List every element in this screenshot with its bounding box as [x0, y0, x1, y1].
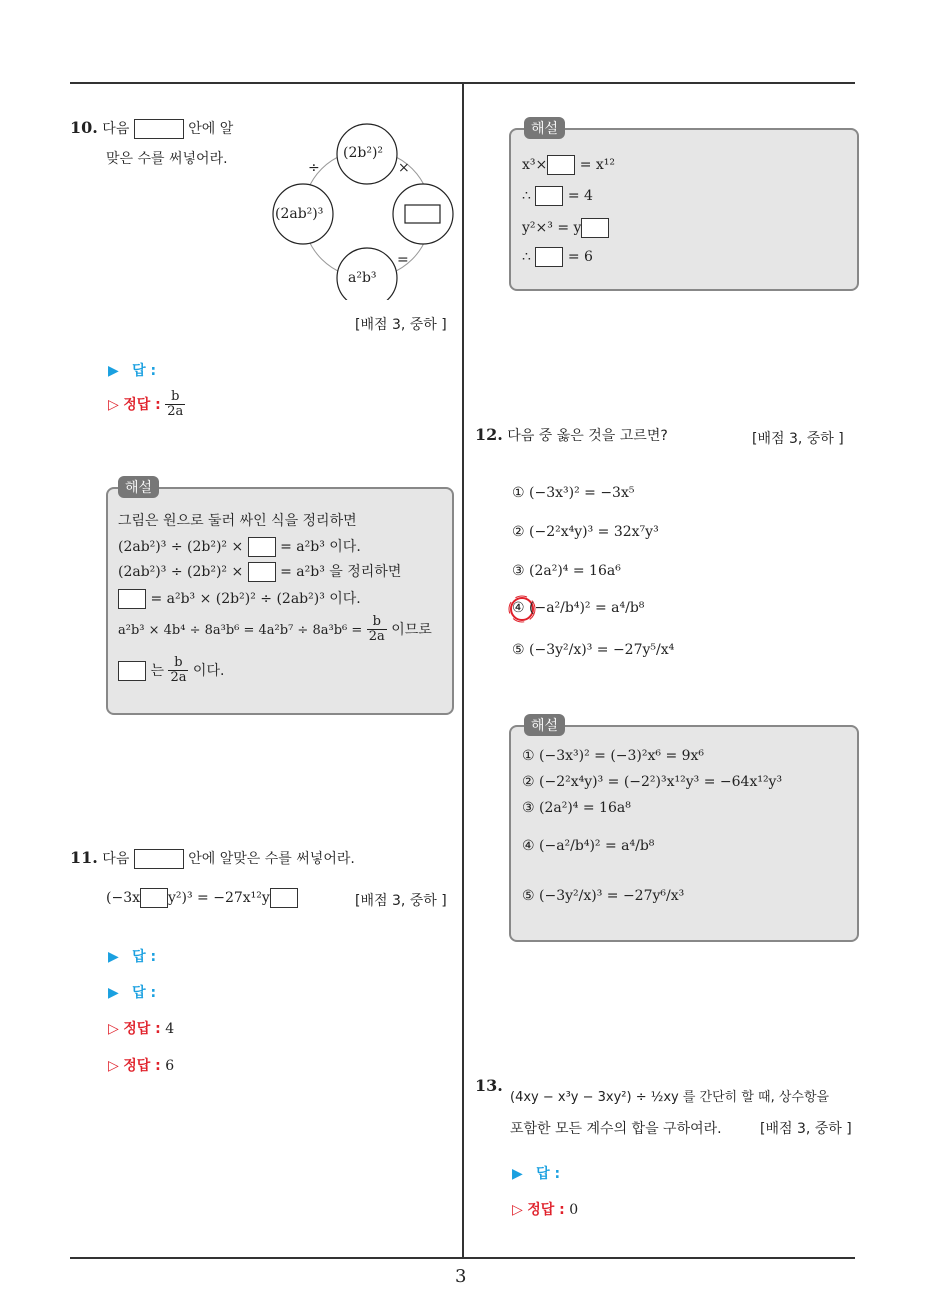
q10-sol-line6	[118, 656, 224, 686]
q11-sol-line1b: = x¹²	[579, 157, 616, 173]
q10-correct-label: 정답 :	[123, 396, 161, 413]
q11-expr-b: y²)³ = −27x¹²y	[168, 890, 270, 906]
q11-sol-blank	[535, 186, 563, 206]
q12-option-1: ① (−3x³)² = −3x⁵	[512, 485, 635, 501]
q10-meta: [배점 3, 중하 ]	[355, 317, 447, 333]
q13-text-b: 포함한 모든 계수의 합을 구하여라.	[510, 1121, 722, 1137]
q13-answer-label: 답 :	[536, 1166, 561, 1182]
q10-diagram-bottom: a²b³	[348, 270, 377, 286]
q11-correct-value: 6	[165, 1058, 175, 1074]
q10-question	[70, 118, 233, 139]
q10-sol-blank	[248, 562, 276, 582]
q12-sol-line2: ② (−2²x⁴y)³ = (−2²)³x¹²y³ = −64x¹²y³	[522, 774, 783, 790]
q11-solution-tag: 해설	[524, 117, 565, 139]
fraction-denominator: 2a	[170, 670, 187, 686]
q13-question	[475, 1076, 503, 1095]
fraction-numerator: b	[165, 390, 185, 405]
q11-answer-row-2	[108, 982, 156, 1002]
q10-sol-fraction	[168, 656, 188, 686]
q12-option-4: ④ (−a²/b⁴)² = a⁴/b⁸	[512, 600, 645, 616]
q10-sol-line1: 그림은 원으로 둘러 싸인 식을 정리하면	[118, 513, 357, 529]
filled-triangle-icon: ▶	[108, 363, 119, 379]
q13-correct-value: 0	[569, 1202, 579, 1218]
open-triangle-icon: ▷	[512, 1202, 523, 1218]
q11-correct-label: 정답 :	[123, 1021, 161, 1037]
q11-text-a: 다음	[102, 851, 130, 867]
q12-option-3: ③ (2a²)⁴ = 16a⁶	[512, 563, 621, 579]
q11-blank-box	[134, 849, 184, 869]
q11-sol-line4a: ∴	[522, 249, 531, 265]
q12-sol-line1: ① (−3x³)² = (−3)²x⁶ = 9x⁶	[522, 748, 705, 764]
q11-sol-line3	[522, 218, 609, 238]
q13-correct-label: 정답 :	[527, 1202, 565, 1218]
q12-meta: [배점 3, 중하 ]	[752, 431, 844, 447]
q12-option-5: ⑤ (−3y²/x)³ = −27y⁵/x⁴	[512, 642, 675, 658]
q10-sol-fraction	[367, 615, 387, 645]
q11-sol-blank	[581, 218, 609, 238]
q10-solution-tag: 해설	[118, 476, 159, 498]
page-number: 3	[455, 1266, 467, 1287]
q10-sol-line2	[118, 536, 361, 557]
q13-text-a: (4xy − x³y − 3xy²) ÷ ½xy 를 간단히 할 때, 상수항을	[510, 1090, 830, 1105]
q12-solution-tag: 해설	[524, 714, 565, 736]
q10-sol-blank	[248, 537, 276, 557]
q11-answer-label: 답 :	[132, 949, 157, 965]
open-triangle-icon: ▷	[108, 1058, 119, 1074]
q11-answer-row-1	[108, 946, 156, 966]
q13-correct-row	[512, 1199, 578, 1219]
q10-op-div: ÷	[308, 160, 320, 176]
q11-question	[70, 848, 355, 869]
q10-sol-blank	[118, 589, 146, 609]
q11-correct-label: 정답 :	[123, 1058, 161, 1074]
q11-expr-a: (−3x	[106, 890, 140, 906]
q11-answer-label: 답 :	[132, 985, 157, 1001]
q10-op-eq: =	[397, 252, 409, 268]
fraction-denominator: 2a	[368, 629, 385, 645]
q12-text: 다음 중 옳은 것을 고르면?	[507, 428, 668, 444]
q11-expr-blank	[270, 888, 298, 908]
q11-sol-blank	[547, 155, 575, 175]
q11-sol-line1a: x³×	[522, 157, 548, 173]
q12-sol-line3: ③ (2a²)⁴ = 16a⁸	[522, 800, 631, 816]
q10-correct-fraction	[165, 390, 185, 420]
open-triangle-icon: ▷	[108, 396, 119, 413]
q11-sol-line4b: = 6	[567, 249, 593, 265]
bottom-rule	[70, 1257, 855, 1259]
q12-question	[475, 425, 668, 445]
filled-triangle-icon: ▶	[108, 985, 119, 1001]
q10-diagram-left: (2ab²)³	[275, 206, 324, 222]
fraction-numerator: b	[367, 615, 387, 630]
q10-sol-line3b: = a²b³ 을 정리하면	[280, 564, 402, 580]
q10-text-b: 안에 알	[188, 121, 234, 137]
q10-sol-line2a: (2ab²)³ ÷ (2b²)² ×	[118, 539, 244, 555]
q10-number: 10.	[70, 118, 98, 137]
q11-meta: [배점 3, 중하 ]	[355, 893, 447, 909]
q11-number: 11.	[70, 848, 98, 867]
filled-triangle-icon: ▶	[108, 949, 119, 965]
q10-text-a: 다음	[102, 121, 130, 137]
q12-option-2: ② (−2²x⁴y)³ = 32x⁷y³	[512, 524, 659, 540]
q11-sol-line2	[522, 186, 593, 206]
filled-triangle-icon: ▶	[512, 1166, 523, 1182]
q11-text-b: 안에 알맞은 수를 써넣어라.	[188, 851, 355, 867]
q10-sol-blank	[118, 661, 146, 681]
open-triangle-icon: ▷	[108, 1021, 119, 1037]
q13-meta: [배점 3, 중하 ]	[760, 1121, 852, 1137]
q10-sol-line3a: (2ab²)³ ÷ (2b²)² ×	[118, 564, 244, 580]
fraction-denominator: 2a	[167, 404, 184, 420]
q12-number: 12.	[475, 425, 503, 444]
q11-sol-line3a: y²×³ = y	[522, 220, 582, 236]
q11-sol-line2a: ∴	[522, 188, 531, 204]
q11-correct-row-2	[108, 1055, 174, 1075]
q12-sol-line5: ⑤ (−3y²/x)³ = −27y⁶/x³	[522, 888, 685, 904]
q10-diagram-top: (2b²)²	[343, 145, 384, 161]
q10-sol-line6a: 는	[150, 662, 164, 679]
q11-correct-value: 4	[165, 1021, 175, 1037]
q11-expr-blank	[140, 888, 168, 908]
q10-sol-line5	[118, 615, 432, 645]
q10-blank-box	[134, 119, 184, 139]
q10-answer-row	[108, 360, 156, 380]
q11-expression	[106, 888, 298, 908]
q11-correct-row-1	[108, 1018, 174, 1038]
q10-sol-line3	[118, 561, 401, 582]
q10-op-mul: ×	[398, 160, 410, 176]
q10-sol-line4	[118, 588, 361, 609]
q12-sol-line4: ④ (−a²/b⁴)² = a⁴/b⁸	[522, 838, 655, 854]
q10-sol-line6b: 이다.	[192, 662, 225, 679]
q11-sol-blank	[535, 247, 563, 267]
q10-sol-line5a: a²b³ × 4b⁴ ÷ 8a³b⁶ = 4a²b⁷ ÷ 8a³b⁶ =	[118, 622, 363, 638]
q10-correct-row	[108, 390, 185, 420]
q10-sol-line2b: = a²b³ 이다.	[280, 539, 361, 555]
q10-text-c: 맞은 수를 써넣어라.	[106, 151, 228, 167]
fraction-numerator: b	[168, 656, 188, 671]
q13-answer-row	[512, 1163, 560, 1183]
q11-sol-line2b: = 4	[567, 188, 593, 204]
q11-sol-line4	[522, 247, 593, 267]
q10-sol-line5b: 이므로	[391, 621, 432, 638]
q13-number: 13.	[475, 1076, 503, 1095]
q10-answer-label: 답 :	[132, 363, 157, 379]
q11-sol-line1	[522, 155, 615, 175]
q10-sol-line4-text: = a²b³ × (2b²)² ÷ (2ab²)³ 이다.	[150, 591, 361, 607]
